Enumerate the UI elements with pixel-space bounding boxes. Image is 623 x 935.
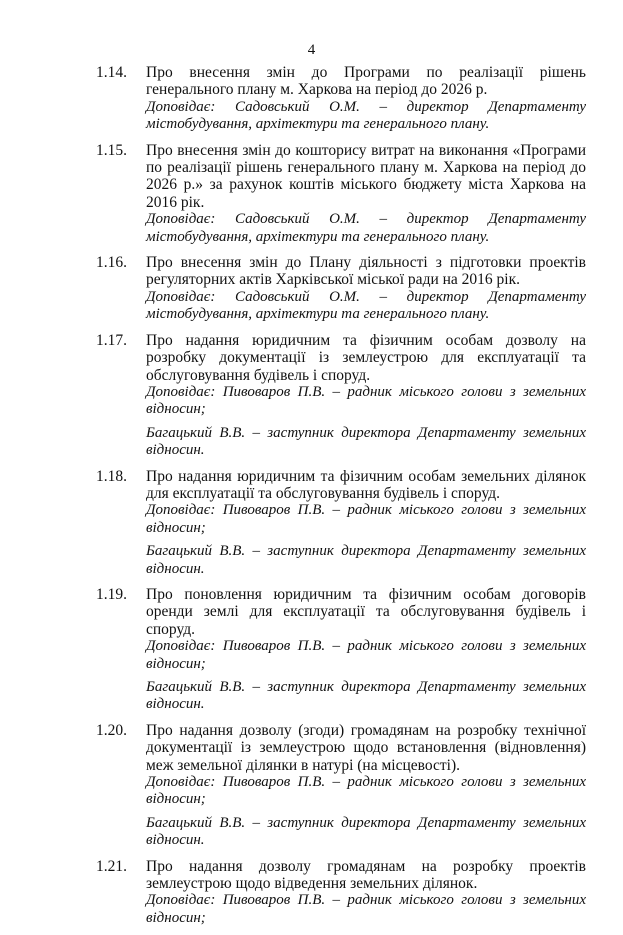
item-speaker: Доповідає: Пивоваров П.В. – радник міського голови з земельних відносин;: [146, 502, 586, 536]
item-title: Про внесення змін до Плану діяльності з підготовки проектів регуляторних актів Харківської міської ради на 2016 рік.: [146, 254, 586, 289]
item-number: 1.16.: [96, 254, 127, 272]
item-co-speaker: Багацький В.В. – заступник директора Департаменту земельних відносин.: [146, 543, 586, 577]
item-number: 1.21.: [96, 857, 127, 875]
page-number: 4: [307, 42, 316, 58]
item-number: 1.20.: [96, 721, 127, 739]
item-number: 1.19.: [96, 585, 127, 603]
agenda-item: [0, 254, 623, 324]
item-title: Про внесення змін до кошторису витрат на виконання «Програми по реалізації рішень генерального плану м. Харкова на період до 2026 р.» за рахунок коштів міського бюджету міста Харкова на 2016 рік.: [146, 141, 586, 211]
item-speaker: Доповідає: Садовський О.М. – директор Департаменту містобудування, архітектури та генерального плану.: [146, 98, 586, 133]
item-speaker: Доповідає: Пивоваров П.В. – радник міського голови з земельних відносин;: [146, 774, 586, 808]
item-speaker: Доповідає: Садовський О.М. – директор Департаменту містобудування, архітектури та генерального плану.: [146, 288, 586, 323]
item-speaker: Доповідає: Пивоваров П.В. – радник міського голови з земельних відносин;: [146, 383, 586, 418]
agenda-item: [0, 722, 623, 850]
item-speaker: Доповідає: Садовський О.М. – директор Департаменту містобудування, архітектури та генерального плану.: [146, 211, 586, 245]
item-speaker: Доповідає: Пивоваров П.В. – радник міського голови з земельних відносин;: [146, 638, 586, 672]
item-title: Про внесення змін до Програми по реалізації рішень генерального плану м. Харкова на період до 2026 р.: [146, 64, 586, 99]
item-title: Про надання юридичним та фізичним особам земельних ділянок для експлуатації та обслуговування будівель і споруд.: [146, 467, 586, 502]
item-title: Про поновлення юридичним та фізичним особам договорів оренди землі для експлуатації та обслуговування будівель і споруд.: [146, 585, 586, 638]
item-title: Про надання дозволу (згоди) громадянам на розробку технічної документації із землеустрою щодо встановлення (відновлення) меж земельної ділянки в натурі (на місцевості).: [146, 721, 586, 774]
item-co-speaker: Багацький В.В. – заступник директора Департаменту земельних відносин.: [146, 679, 586, 713]
agenda-item: [0, 332, 623, 460]
item-title: Про надання юридичним та фізичним особам дозволу на розробку документації із землеустрою для експлуатації та обслуговування будівель і споруд.: [146, 331, 586, 384]
item-number: 1.18.: [96, 467, 127, 485]
item-number: 1.17.: [96, 331, 127, 349]
agenda-item: [0, 468, 623, 578]
agenda-items: [0, 64, 623, 935]
item-number: 1.14.: [96, 64, 127, 81]
agenda-item: [0, 586, 623, 714]
item-number: 1.15.: [96, 141, 127, 159]
item-title: Про надання дозволу громадянам на розробку проектів землеустрою щодо відведення земельних ділянок.: [146, 857, 586, 893]
agenda-item: [0, 858, 623, 928]
item-co-speaker: Багацький В.В. – заступник директора Департаменту земельних відносин.: [146, 424, 586, 459]
agenda-item: [0, 64, 623, 134]
item-speaker: Доповідає: Пивоваров П.В. – радник міського голови з земельних відносин;: [146, 892, 586, 926]
agenda-item: [0, 142, 623, 246]
item-co-speaker: Багацький В.В. – заступник директора Департаменту земельних відносин.: [146, 814, 586, 849]
